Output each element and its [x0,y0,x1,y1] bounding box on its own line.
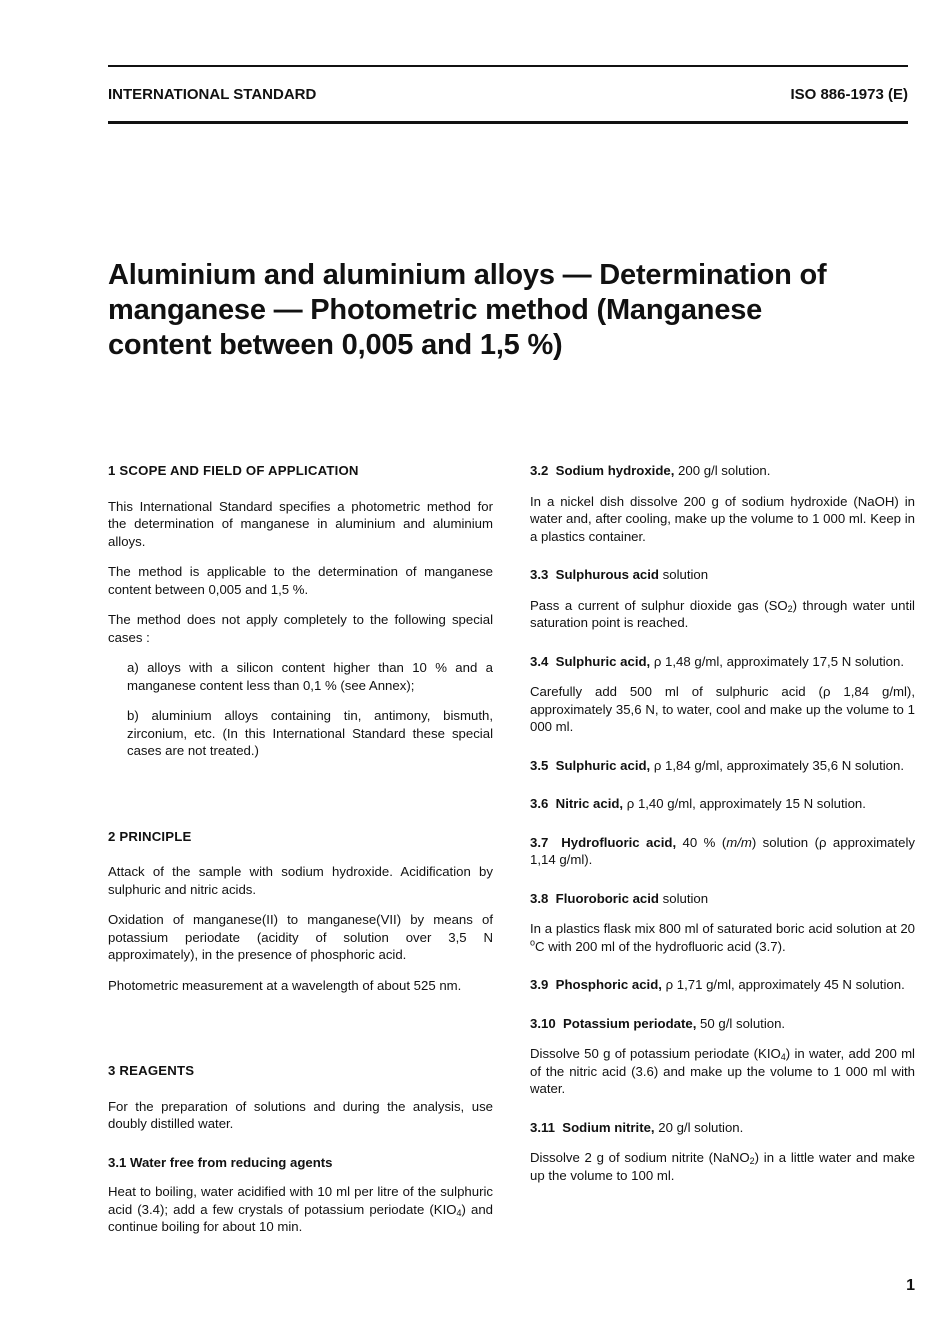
clause-3-7-heading: 3.7 Hydrofluoric acid, 40 % (m/m) solution (ρ approximately 1,14 g/ml). [530,834,916,867]
clause-3-8-text: In a plastics flask mix 800 ml of saturated boric acid solution at 20 $^o$C with 200 ml of the hydrofluoric acid (3.7). [530,921,915,954]
clause-3-11-text: Dissolve 2 g of sodium nitrite (NaNO$_2$) in a little water and make up the volume to 100 ml. [530,1150,915,1183]
header-right: ISO 886-1973 (E) [790,86,908,103]
section-3-1-heading: 3.1 Water free from reducing agents [108,1154,333,1170]
left-column [108,462,493,1249]
section-3-heading: 3 REAGENTS [108,1063,195,1078]
page-number: 1 [906,1277,915,1294]
section-2-para-1: Attack of the sample with sodium hydroxide. Acidification by sulphuric and nitric acids. [108,864,493,897]
clause-3-2-heading: 3.2 Sodium hydroxide, 200 g/l solution. [530,463,771,478]
clause-3-3-heading: 3.3 Sulphurous acid solution [530,567,709,582]
section-3-para-1: For the preparation of solutions and during the analysis, use doubly distilled water. [108,1098,493,1131]
section-1-para-1: This International Standard specifies a photometric method for the determination of manganese in aluminium and aluminium alloys. [108,498,493,549]
clause-3-8-heading: 3.8 Fluoroboric acid solution [530,890,709,906]
document-title: Aluminium and aluminium alloys — Determination of manganese — Photometric method (Manganese content between 0,005 and 1,5 %) [108,259,827,361]
clause-3-9-heading: 3.9 Phosphoric acid, ρ 1,71 g/ml, approximately 45 N solution. [530,977,905,992]
section-3-1-text: Heat to boiling, water acidified with 10 ml per litre of the sulphuric acid (3.4); add a few crystals of potassium periodate $(KIO_4)$ and continue boiling for about 10 min. [108,1184,493,1234]
clause-3-10-text: Dissolve 50 g of potassium periodate $(KIO_4)$ in water, add 200 ml of the nitric acid (3.6) and make up the volume to 1 000 ml with water. [530,1046,915,1096]
section-2-para-2: Oxidation of manganese(II) to manganese(VII) by means of potassium periodate (acidity of solution over 3,5 N approximately), in the presence of phosphoric acid. [108,912,493,962]
section-1-heading: 1 SCOPE AND FIELD OF APPLICATION [108,463,359,478]
section-2-heading: 2 PRINCIPLE [108,828,192,844]
clause-3-3-text: Pass a current of sulphur dioxide gas $(SO_2)$ through water until saturation point is reached. [530,597,915,630]
clause-3-4-heading: 3.4 Sulphuric acid, ρ 1,48 g/ml, approximately 17,5 N solution. [530,653,904,669]
clause-3-2-text: In a nickel dish dissolve 200 g of sodium hydroxide (NaOH) in water and, after cooling, make up the volume to 1 000 ml. Keep in a plastics container. [530,493,915,544]
top-rule [108,65,908,67]
right-column [530,462,915,1197]
clause-3-10-heading: 3.10 Potassium periodate, 50 g/l solution. [530,1015,786,1031]
clause-3-11-heading: 3.11 Sodium nitrite, 20 g/l solution. [530,1119,744,1135]
section-1-item-b: b) aluminium alloys containing tin, antimony, bismuth, zirconium, etc. (In this International Standard these special cases are not treated.) [127,708,493,758]
section-1-para-3: The method does not apply completely to the following special cases : [108,612,493,645]
section-1-para-2: The method is applicable to the determination of manganese content between 0,005 and 1,5 %. [108,564,493,597]
header-left: INTERNATIONAL STANDARD [108,86,317,103]
section-2-para-3: Photometric measurement at a wavelength of about 525 nm. [108,977,462,993]
clause-3-5-heading: 3.5 Sulphuric acid, ρ 1,84 g/ml, approximately 35,6 N solution. [530,757,904,773]
clause-3-6-heading: 3.6 Nitric acid, ρ 1,40 g/ml, approximately 15 N solution. [530,796,866,811]
header-rule [108,121,908,124]
clause-3-4-text: Carefully add 500 ml of sulphuric acid (ρ 1,84 g/ml), approximately 35,6 N, to water, cool and make up the volume to 1 000 ml. [530,684,915,734]
section-1-item-a: a) alloys with a silicon content higher than 10 % and a manganese content less than 0,1 % (see Annex); [127,660,493,693]
